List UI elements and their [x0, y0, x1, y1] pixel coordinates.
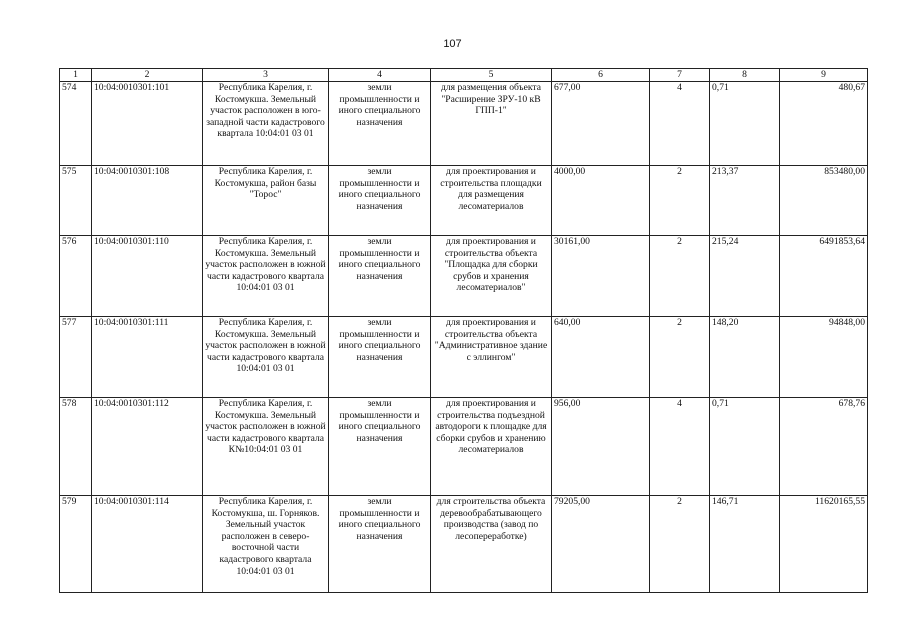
- column-8-cell: 213,37: [710, 166, 780, 236]
- row-number-cell: 575: [60, 166, 92, 236]
- row-number-cell: 577: [60, 317, 92, 398]
- column-header: 3: [203, 69, 329, 82]
- cadastral-number-cell: 10:04:0010301:108: [92, 166, 203, 236]
- table-row: [60, 236, 868, 317]
- row-number-cell: 574: [60, 82, 92, 166]
- column-header: 4: [329, 69, 431, 82]
- permitted-use-cell: для проектирования и строительства площадки для размещения лесоматериалов: [431, 166, 552, 236]
- column-8-cell: 146,71: [710, 496, 780, 593]
- location-cell: Республика Карелия, г. Костомукша. Земельный участок расположен в южной части кадастрового квартала К№10:04:01 03 01: [203, 398, 329, 496]
- column-8-cell: 0,71: [710, 82, 780, 166]
- table-row: [60, 317, 868, 398]
- column-9-cell: 853480,00: [780, 166, 868, 236]
- column-7-cell: 2: [650, 236, 710, 317]
- column-8-cell: 0,71: [710, 398, 780, 496]
- cadastral-number-cell: 10:04:0010301:112: [92, 398, 203, 496]
- location-cell: Республика Карелия, г. Костомукша, ш. Горняков. Земельный участок расположен в северо-восточной части кадастрового квартала 10:04:01 03 01: [203, 496, 329, 593]
- column-8-cell: 215,24: [710, 236, 780, 317]
- row-number-cell: 578: [60, 398, 92, 496]
- location-cell: Республика Карелия, г. Костомукша. Земельный участок расположен в южной части кадастрового квартала 10:04:01 03 01: [203, 236, 329, 317]
- column-9-cell: 6491853,64: [780, 236, 868, 317]
- area-cell: 30161,00: [552, 236, 650, 317]
- land-category-cell: земли промышленности и иного специального назначения: [329, 317, 431, 398]
- column-header: 7: [650, 69, 710, 82]
- column-7-cell: 2: [650, 496, 710, 593]
- land-category-cell: земли промышленности и иного специального назначения: [329, 496, 431, 593]
- column-9-cell: 480,67: [780, 82, 868, 166]
- column-header: 6: [552, 69, 650, 82]
- location-cell: Республика Карелия, г. Костомукша, район базы "Торос": [203, 166, 329, 236]
- land-plots-table: [59, 68, 868, 593]
- area-cell: 4000,00: [552, 166, 650, 236]
- column-header: 2: [92, 69, 203, 82]
- land-category-cell: земли промышленности и иного специального назначения: [329, 166, 431, 236]
- land-category-cell: земли промышленности и иного специального назначения: [329, 398, 431, 496]
- row-number-cell: 576: [60, 236, 92, 317]
- column-header: 8: [710, 69, 780, 82]
- area-cell: 79205,00: [552, 496, 650, 593]
- column-9-cell: 678,76: [780, 398, 868, 496]
- column-9-cell: 94848,00: [780, 317, 868, 398]
- area-cell: 677,00: [552, 82, 650, 166]
- column-header: 1: [60, 69, 92, 82]
- table-row: [60, 398, 868, 496]
- column-8-cell: 148,20: [710, 317, 780, 398]
- table-row: [60, 496, 868, 593]
- land-category-cell: земли промышленности и иного специального назначения: [329, 236, 431, 317]
- header-row: [60, 69, 868, 82]
- column-header: 9: [780, 69, 868, 82]
- permitted-use-cell: для проектирования и строительства объекта "Административное здание с эллингом": [431, 317, 552, 398]
- permitted-use-cell: для размещения объекта "Расширение ЗРУ-10 кВ ГПП-1": [431, 82, 552, 166]
- permitted-use-cell: для строительства объекта деревообрабатывающего производства (завод по лесопереработке): [431, 496, 552, 593]
- cadastral-number-cell: 10:04:0010301:114: [92, 496, 203, 593]
- area-cell: 640,00: [552, 317, 650, 398]
- location-cell: Республика Карелия, г. Костомукша. Земельный участок расположен в южной части кадастрового квартала 10:04:01 03 01: [203, 317, 329, 398]
- permitted-use-cell: для проектирования и строительства подъездной автодороги к площадке для сборки срубов и хранению лесоматериалов: [431, 398, 552, 496]
- page-number: 107: [443, 38, 462, 50]
- row-number-cell: 579: [60, 496, 92, 593]
- cadastral-number-cell: 10:04:0010301:111: [92, 317, 203, 398]
- location-cell: Республика Карелия, г. Костомукша. Земельный участок расположен в юго-западной части кадастрового квартала 10:04:01 03 01: [203, 82, 329, 166]
- cadastral-number-cell: 10:04:0010301:110: [92, 236, 203, 317]
- column-header: 5: [431, 69, 552, 82]
- land-category-cell: земли промышленности и иного специального назначения: [329, 82, 431, 166]
- table-row: [60, 166, 868, 236]
- cadastral-number-cell: 10:04:0010301:101: [92, 82, 203, 166]
- column-7-cell: 2: [650, 166, 710, 236]
- table-row: [60, 82, 868, 166]
- column-9-cell: 11620165,55: [780, 496, 868, 593]
- column-7-cell: 2: [650, 317, 710, 398]
- column-7-cell: 4: [650, 82, 710, 166]
- area-cell: 956,00: [552, 398, 650, 496]
- column-7-cell: 4: [650, 398, 710, 496]
- permitted-use-cell: для проектирования и строительства объекта "Площадка для сборки срубов и хранения лесоматериалов": [431, 236, 552, 317]
